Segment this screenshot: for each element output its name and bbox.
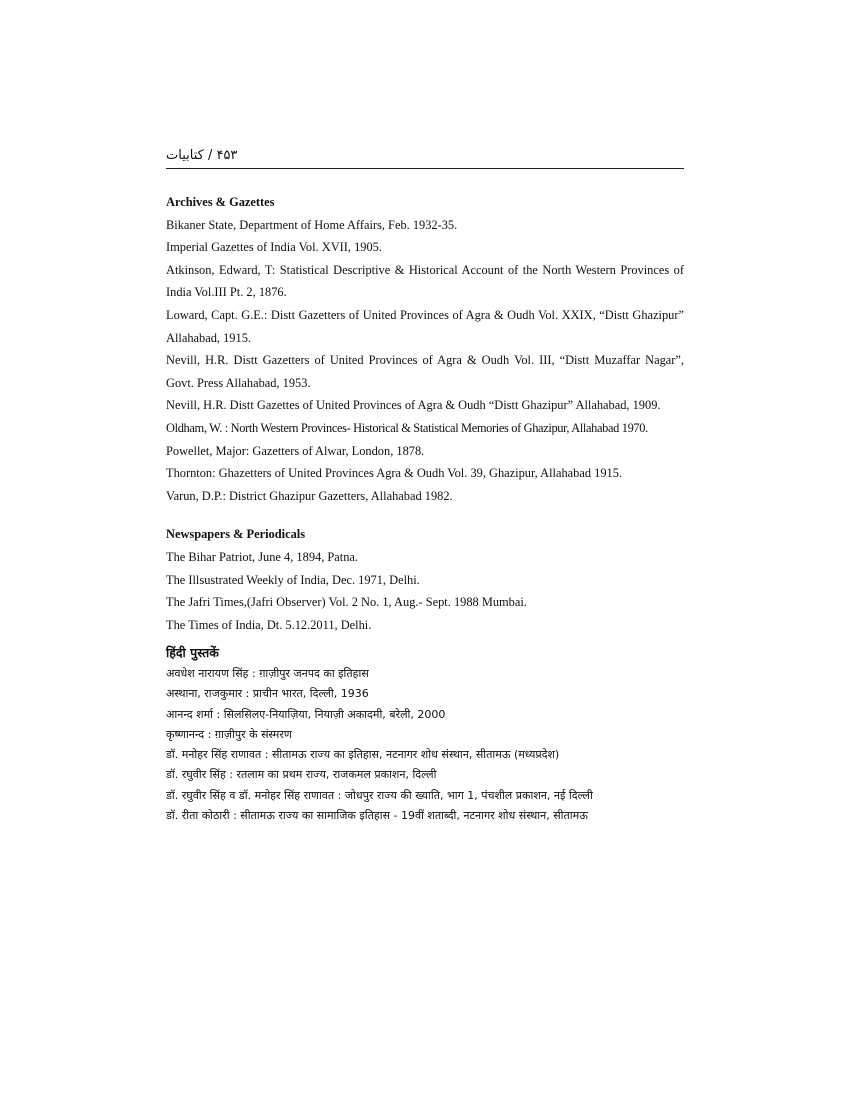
- archives-entry: Loward, Capt. G.E.: Distt Gazetters of United Provinces of Agra & Oudh Vol. XXIX, “Distt Ghazipur” Allahabad, 1915.: [166, 307, 684, 345]
- section-gap: [166, 507, 684, 523]
- newspapers-entry: The Illsustrated Weekly of India, Dec. 1971, Delhi.: [166, 572, 420, 587]
- archives-section: [166, 191, 684, 507]
- hindi-books-entry: डॉ. रीता कोठारी : सीतामऊ राज्य का सामाजिक इतिहास - 19वीं शताब्दी, नटनागर शोध संस्थान, सीतामऊ: [166, 808, 588, 822]
- archives-entry: Nevill, H.R. Distt Gazetters of United Provinces of Agra & Oudh Vol. III, “Distt Muzaffar Nagar”, Govt. Press Allahabad, 1953.: [166, 353, 684, 390]
- archives-entry: Varun, D.P.: District Ghazipur Gazetters, Allahabad 1982.: [166, 488, 453, 503]
- archives-entry: Imperial Gazettes of India Vol. XVII, 1905.: [166, 240, 382, 255]
- archives-entry: Nevill, H.R. Distt Gazettes of United Provinces of Agra & Oudh “Distt Ghazipur” Allahabad, 1909.: [166, 398, 661, 413]
- newspapers-section: [166, 523, 684, 636]
- archives-entry: Bikaner State, Department of Home Affairs, Feb. 1932-35.: [166, 217, 458, 232]
- newspapers-entry: The Times of India, Dt. 5.12.2011, Delhi.: [166, 617, 372, 632]
- hindi-books-entry: आनन्द शर्मा : सिलसिलए-नियाज़िया, नियाज़ी अकादमी, बरेली, 2000: [166, 707, 446, 721]
- hindi-books-entry: कृष्णानन्द : ग़ाज़ीपुर के संस्मरण: [166, 727, 292, 741]
- hindi-books-entry: डॉ. रघुवीर सिंह : रतलाम का प्रथम राज्य, राजकमल प्रकाशन, दिल्ली: [166, 768, 437, 782]
- hindi-books-entry: डॉ. मनोहर सिंह राणावत : सीतामऊ राज्य का इतिहास, नटनागर शोध संस्थान, सीतामऊ (मध्यप्रदेश): [166, 748, 560, 762]
- running-header: [166, 146, 684, 169]
- newspapers-heading: Newspapers & Periodicals: [166, 527, 306, 542]
- newspapers-entry: The Bihar Patriot, June 4, 1894, Patna.: [166, 549, 359, 564]
- page-header-text: ۴۵۳ / کتابیات: [166, 148, 238, 163]
- hindi-books-heading: हिंदी पुस्तकें: [166, 645, 219, 661]
- archives-entry: Oldham, W. : North Western Provinces- Historical & Statistical Memories of Ghazipur, Allahabad 1970.: [166, 420, 648, 435]
- bibliography-content: [166, 191, 684, 826]
- archives-entry: Powellet, Major: Gazetters of Alwar, London, 1878.: [166, 443, 425, 458]
- newspapers-entry: The Jafri Times,(Jafri Observer) Vol. 2 No. 1, Aug.- Sept. 1988 Mumbai.: [166, 595, 527, 610]
- hindi-books-section: [166, 642, 684, 826]
- hindi-books-entry: अस्थाना, राजकुमार : प्राचीन भारत, दिल्ली, 1936: [166, 687, 369, 701]
- hindi-books-entry: अवधेश नारायण सिंह : ग़ाज़ीपुर जनपद का इतिहास: [166, 667, 369, 681]
- archives-entry: Thornton: Ghazetters of United Provinces Agra & Oudh Vol. 39, Ghazipur, Allahabad 1915.: [166, 466, 623, 481]
- archives-heading: Archives & Gazettes: [166, 195, 275, 209]
- archives-entry: Atkinson, Edward, T: Statistical Descriptive & Historical Account of the North Western Provinces of India Vol.III Pt. 2, 1876.: [166, 262, 684, 300]
- hindi-books-entry: डॉ. रघुवीर सिंह व डॉ. मनोहर सिंह राणावत : जोधपुर राज्य की ख्याति, भाग 1, पंचशील प्रकाशन, नई दिल्ली: [166, 788, 593, 802]
